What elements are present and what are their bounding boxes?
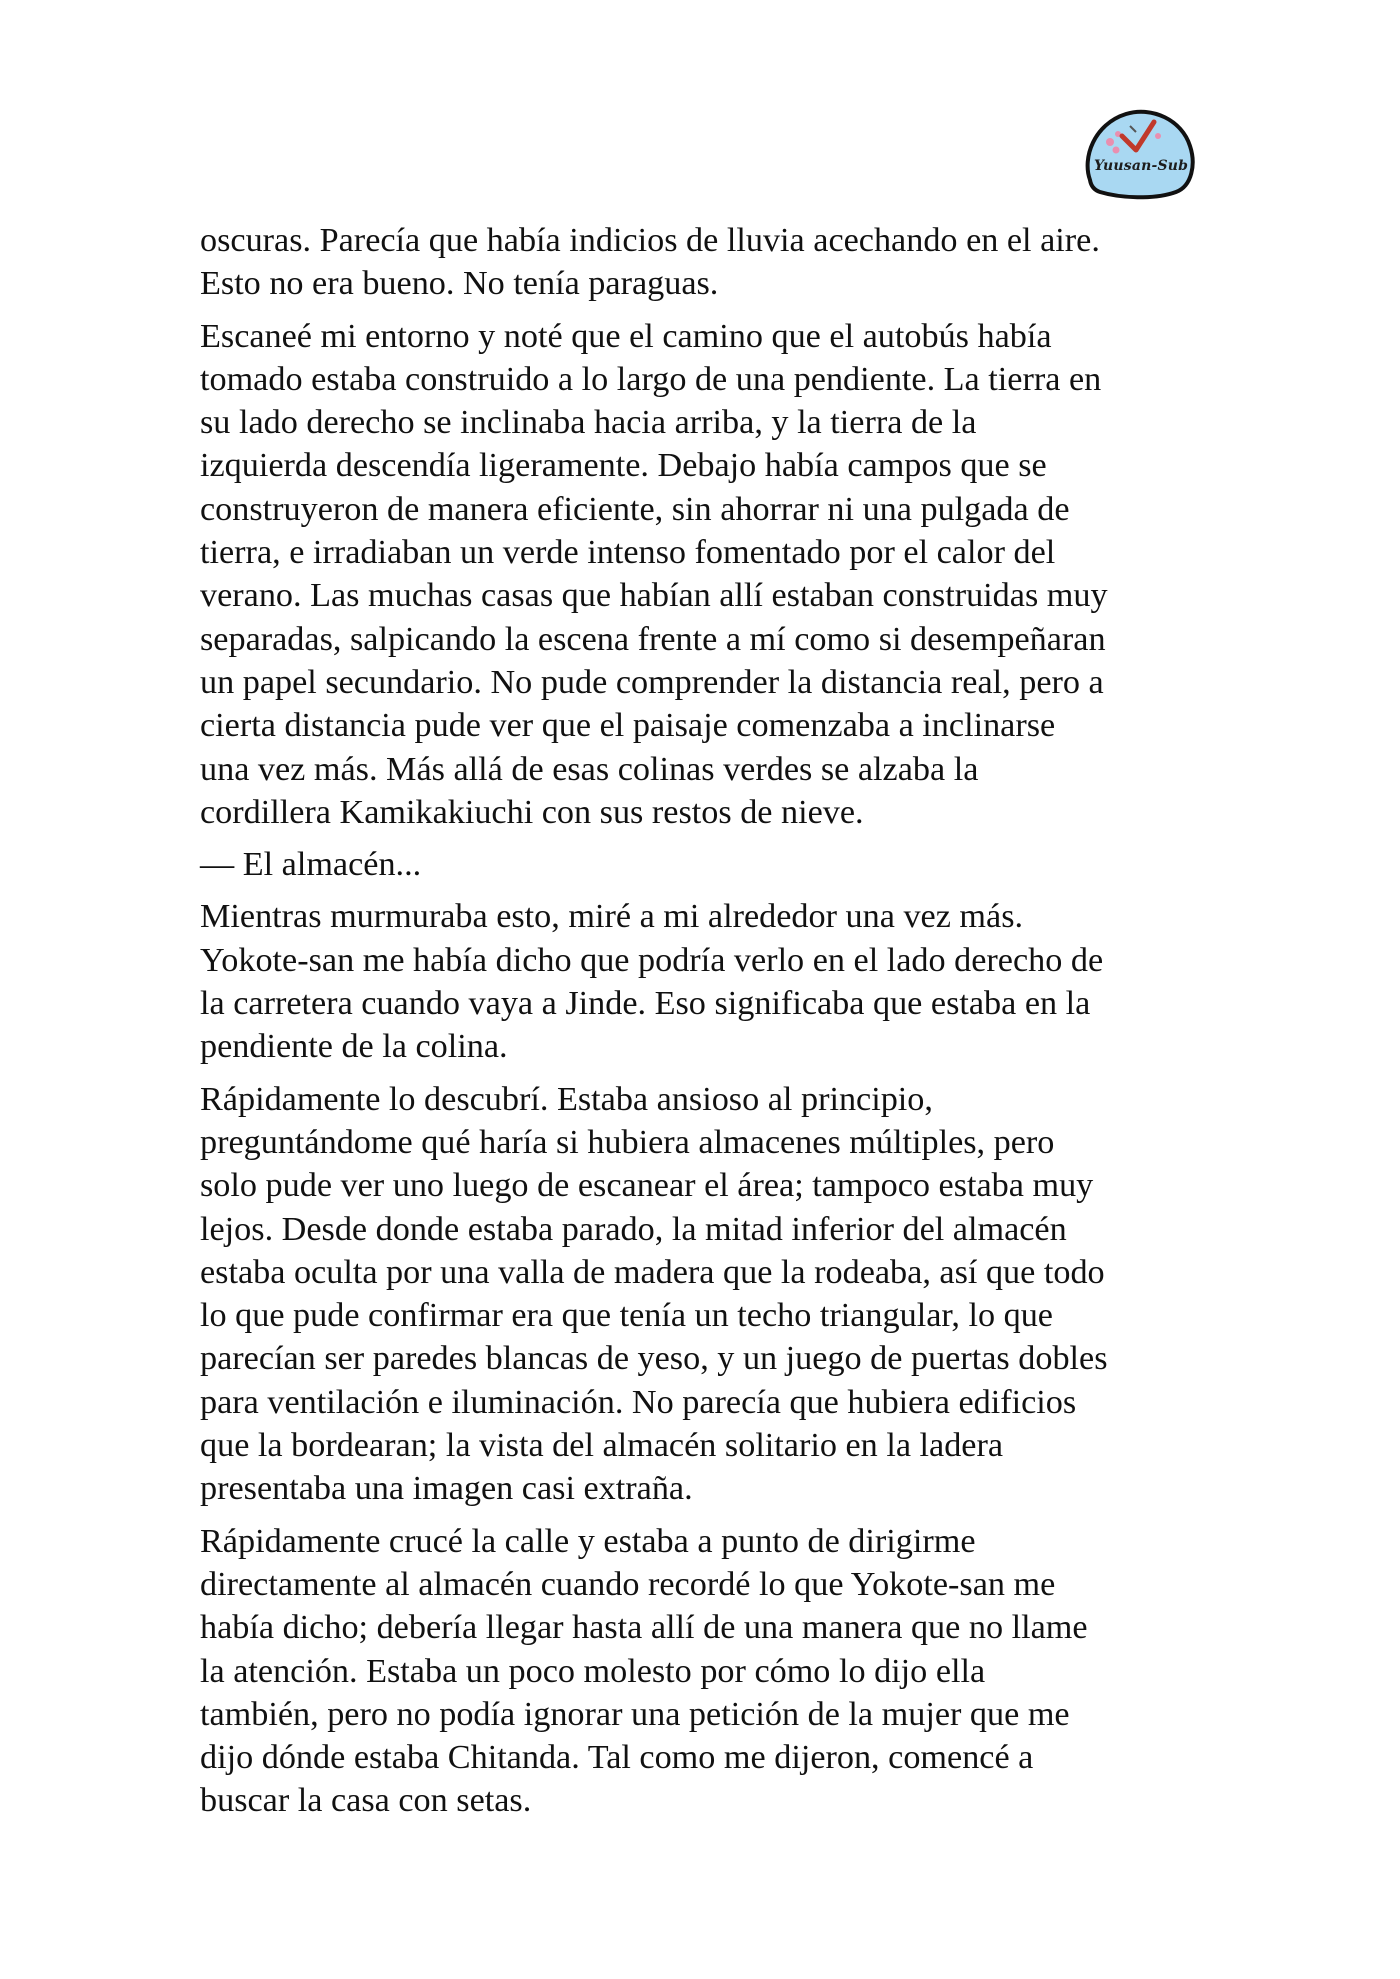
logo-wordmark: Yuusan-Sub: [1094, 158, 1189, 174]
document-body: [200, 219, 1210, 1832]
watermark-logo: [1080, 106, 1196, 200]
paragraph: Rápidamente lo descubrí. Estaba ansioso al principio, preguntándome qué haría si hubiera almacenes múltiples, pero solo pude ver uno luego de escanear el área; tampoco estaba muy lejos. Desde donde estaba parado, la mitad inferior del almacén estaba oculta por una valla de madera que la rodeaba, así que todo lo que pude confirmar era que tenía un techo triangular, lo que parecían ser paredes blancas de yeso, y un juego de puertas dobles para ventilación e iluminación. No parecía que hubiera edificios que la bordearan; la vista del almacén solitario en la ladera presentaba una imagen casi extraña.: [200, 1080, 1108, 1508]
paragraph: Rápidamente crucé la calle y estaba a punto de dirigirme directamente al almacén cuando recordé lo que Yokote-san me había dicho; debería llegar hasta allí de una manera que no llame la atención. Estaba un poco molesto por cómo lo dijo ella también, pero no podía ignorar una petición de la mujer que me dijo dónde estaba Chitanda. Tal como me dijeron, comencé a buscar la casa con setas.: [200, 1522, 1088, 1820]
blob-logo-with-checkmark-icon: [1080, 106, 1196, 200]
paragraph: — El almacén...: [200, 846, 422, 884]
paragraph: oscuras. Parecía que había indicios de lluvia acechando en el aire. Esto no era bueno. No tenía paraguas.: [200, 222, 1100, 303]
paragraph: Escaneé mi entorno y noté que el camino que el autobús había tomado estaba construido a lo largo de una pendiente. La tierra en su lado derecho se inclinaba hacia arriba, y la tierra de la izquierda descendía ligeramente. Debajo había campos que se construyeron de manera eficiente, sin ahorrar ni una pulgada de tierra, e irradiaban un verde intenso fomentado por el calor del verano. Las muchas casas que habían allí estaban construidas muy separadas, salpicando la escena frente a mí como si desempeñaran un papel secundario. No pude comprender la distancia real, pero a cierta distancia pude ver que el paisaje comenzaba a inclinarse una vez más. Más allá de esas colinas verdes se alzaba la cordillera Kamikakiuchi con sus restos de nieve.: [200, 317, 1108, 831]
paragraph: Mientras murmuraba esto, miré a mi alrededor una vez más. Yokote-san me había dicho que podría verlo en el lado derecho de la carretera cuando vaya a Jinde. Eso significaba que estaba en la pendiente de la colina.: [200, 898, 1104, 1066]
